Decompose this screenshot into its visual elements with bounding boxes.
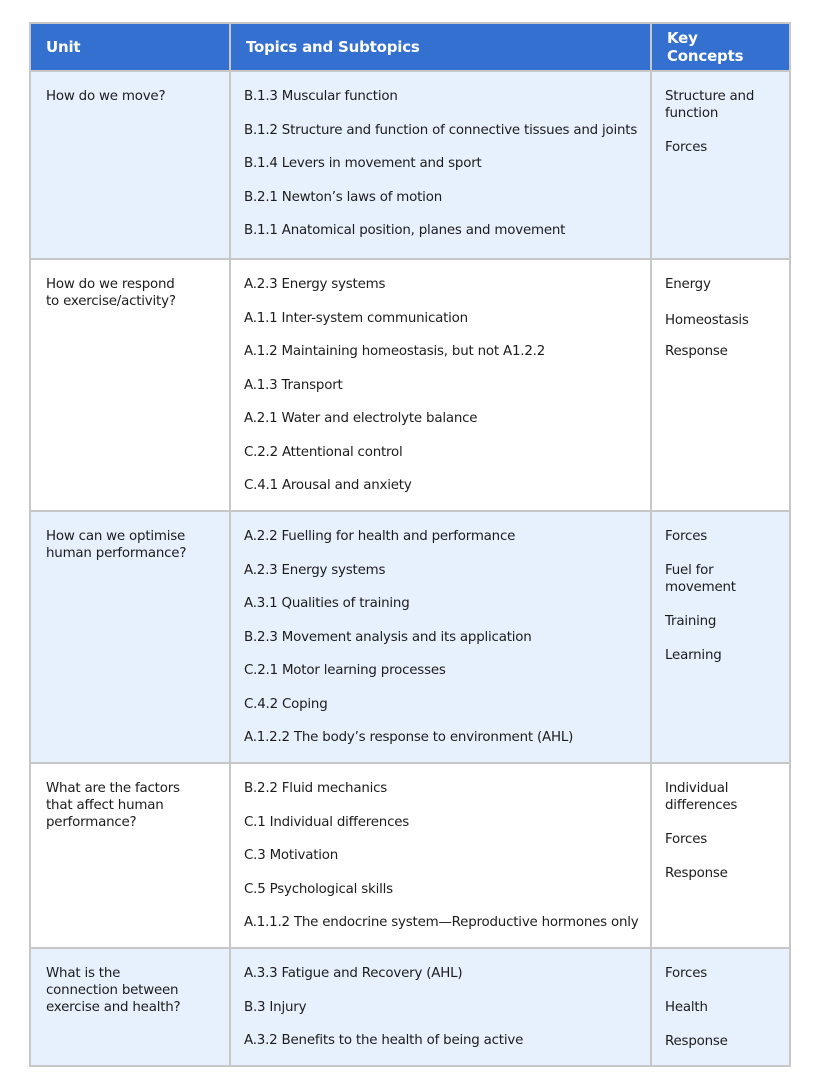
- unit-cell: [30, 71, 230, 259]
- concept-item: Training: [665, 614, 717, 629]
- topic-item: C.4.2 Coping: [244, 696, 328, 712]
- topic-item: A.1.1.2 The endocrine system—Reproductive hormones only: [244, 915, 639, 930]
- topic-item: B.2.2 Fluid mechanics: [244, 781, 388, 796]
- header-topics: Topics and Subtopics: [230, 23, 651, 71]
- concept-item: Homeostasis: [665, 313, 749, 328]
- topic-item: A.2.3 Energy systems: [244, 277, 386, 292]
- unit-cell: [30, 511, 230, 763]
- concept-item: Response: [665, 866, 728, 881]
- topic-item: A.1.2.2 The body’s response to environment (AHL): [244, 730, 574, 745]
- topic-item: A.2.1 Water and electrolyte balance: [244, 411, 478, 426]
- topics-cell: [230, 948, 651, 1066]
- curriculum-table: [29, 22, 791, 1067]
- topic-item: C.1 Individual differences: [244, 814, 410, 830]
- topics-cell: [230, 763, 651, 948]
- concept-item: Forces: [665, 832, 708, 847]
- unit-question: How can we optimise human performance?: [46, 529, 187, 561]
- table-row: [30, 71, 790, 259]
- topics-cell: [230, 259, 651, 511]
- topic-item: B.1.2 Structure and function of connective tissues and joints: [244, 122, 638, 138]
- header-unit: Unit: [30, 23, 230, 71]
- concept-item: Response: [665, 344, 728, 359]
- concepts-cell: [651, 511, 790, 763]
- topic-item: B.1.1 Anatomical position, planes and movement: [244, 223, 566, 238]
- unit-cell: [30, 948, 230, 1066]
- topic-item: C.2.2 Attentional control: [244, 444, 403, 460]
- header-key-concepts: Key Concepts: [651, 23, 790, 71]
- unit-question: What are the factors that affect human performance?: [46, 781, 180, 830]
- concept-item: Structure and function: [665, 89, 755, 121]
- unit-question: How do we move?: [46, 89, 166, 104]
- topic-item: B.3 Injury: [244, 999, 307, 1015]
- concepts-cell: [651, 948, 790, 1066]
- unit-question: How do we respond to exercise/activity?: [46, 277, 176, 309]
- concept-item: Forces: [665, 966, 708, 981]
- header-row: [30, 23, 790, 71]
- topic-item: A.1.2 Maintaining homeostasis, but not A1.2.2: [244, 344, 546, 359]
- topic-item: A.2.3 Energy systems: [244, 562, 386, 578]
- concept-item: Forces: [665, 529, 708, 544]
- concepts-cell: [651, 259, 790, 511]
- concept-item: Forces: [665, 140, 708, 155]
- concept-item: Fuel for movement: [665, 563, 736, 595]
- topic-item: C.4.1 Arousal and anxiety: [244, 478, 412, 493]
- topic-item: A.2.2 Fuelling for health and performance: [244, 529, 516, 544]
- unit-cell: [30, 763, 230, 948]
- topic-item: A.1.1 Inter-system communication: [244, 310, 468, 326]
- table-row: [30, 763, 790, 948]
- topic-item: A.3.1 Qualities of training: [244, 596, 410, 611]
- topic-item: B.2.3 Movement analysis and its application: [244, 629, 532, 645]
- concept-item: Response: [665, 1034, 728, 1049]
- unit-cell: [30, 259, 230, 511]
- concept-item: Health: [665, 1000, 708, 1015]
- topic-item: A.1.3 Transport: [244, 377, 343, 393]
- topic-item: B.2.1 Newton’s laws of motion: [244, 189, 442, 205]
- topic-item: A.3.2 Benefits to the health of being active: [244, 1033, 524, 1048]
- topic-item: C.2.1 Motor learning processes: [244, 663, 446, 678]
- unit-question: What is the connection between exercise and health?: [46, 966, 181, 1015]
- topic-item: C.3 Motivation: [244, 848, 339, 863]
- concept-item: Individual differences: [665, 781, 738, 813]
- topic-item: B.1.4 Levers in movement and sport: [244, 156, 482, 171]
- table-row: [30, 259, 790, 511]
- concept-item: Learning: [665, 648, 722, 663]
- table-row: [30, 511, 790, 763]
- topic-item: B.1.3 Muscular function: [244, 89, 398, 104]
- topic-item: C.5 Psychological skills: [244, 881, 393, 897]
- concept-item: Energy: [665, 277, 711, 292]
- concepts-cell: [651, 763, 790, 948]
- topics-cell: [230, 71, 651, 259]
- concepts-cell: [651, 71, 790, 259]
- table-row: [30, 948, 790, 1066]
- topics-cell: [230, 511, 651, 763]
- topic-item: A.3.3 Fatigue and Recovery (AHL): [244, 966, 463, 981]
